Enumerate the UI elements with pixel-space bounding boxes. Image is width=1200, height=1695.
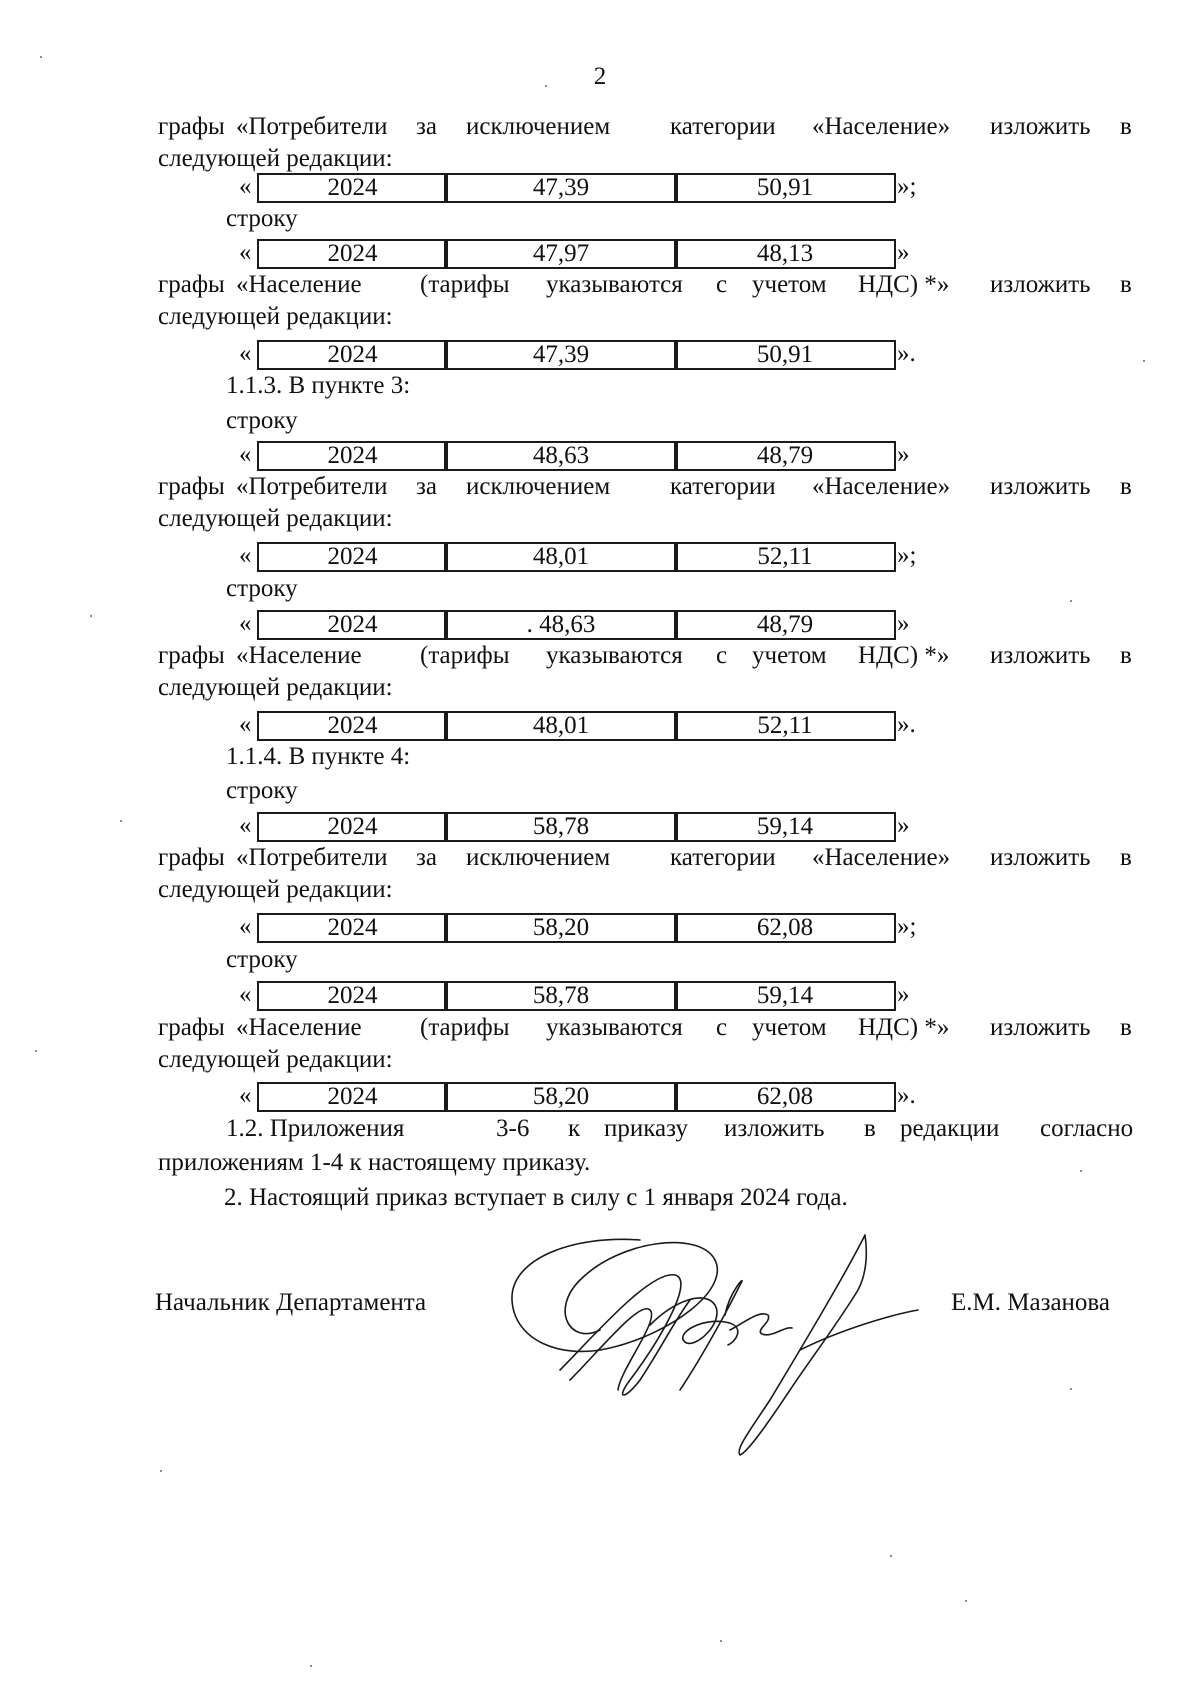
year-cell: 2024 — [257, 812, 448, 842]
value-cell: 48,63 — [444, 441, 678, 471]
year-cell: 2024 — [257, 1082, 448, 1112]
signatory-position: Начальник Департамента — [155, 1289, 427, 1316]
value-cell: 58,20 — [444, 913, 678, 943]
text-line: графы «Потребители за исключением категории «Население» изложить в — [158, 844, 1132, 871]
scan-dot — [1143, 360, 1145, 362]
year-cell: 2024 — [257, 239, 448, 269]
value-cell: 48,13 — [674, 239, 896, 269]
value-cell: 48,01 — [444, 542, 678, 572]
scan-dot — [1080, 1170, 1082, 1172]
value-cell: 50,91 — [674, 173, 896, 203]
year-cell: 2024 — [257, 441, 448, 471]
text-line: графы «Потребители за исключением категории «Население» изложить в — [158, 113, 1132, 140]
value-cell: 62,08 — [674, 913, 896, 943]
value-cell: 58,78 — [444, 981, 678, 1011]
text-line: строку — [226, 777, 298, 804]
scan-dot — [1070, 600, 1072, 602]
handwritten-signature — [500, 1230, 920, 1460]
text-line: строку — [226, 407, 298, 434]
value-cell: 47,97 — [444, 239, 678, 269]
value-cell: 52,11 — [674, 711, 896, 741]
year-cell: 2024 — [257, 913, 448, 943]
year-cell: 2024 — [257, 340, 448, 370]
scan-dot — [40, 56, 42, 58]
text-line: следующей редакции: — [158, 876, 393, 903]
text-line: графы «Население (тарифы указываются с учетом НДС) *» изложить в — [158, 271, 1132, 298]
text-line: следующей редакции: — [158, 1046, 393, 1073]
value-cell: 48,79 — [674, 610, 896, 640]
text-line: строку — [226, 575, 298, 602]
value-cell: 47,39 — [444, 173, 678, 203]
value-cell: 48,79 — [674, 441, 896, 471]
value-cell: 50,91 — [674, 340, 896, 370]
paragraph-1-2-line2: приложениям 1-4 к настоящему приказу. — [158, 1149, 591, 1176]
scan-dot — [545, 85, 547, 87]
value-cell: . 48,63 — [444, 610, 678, 640]
scan-dot — [160, 1470, 162, 1472]
paragraph-1-2-line1: 1.2. Приложения 3-6 к приказу изложить в редакции согласно — [226, 1115, 1134, 1142]
signatory-name: Е.М. Мазанова — [951, 1289, 1110, 1316]
scan-dot — [720, 1640, 722, 1642]
text-line: графы «Потребители за исключением категории «Население» изложить в — [158, 473, 1132, 500]
paragraph-2: 2. Настоящий приказ вступает в силу с 1 января 2024 года. — [224, 1184, 848, 1211]
year-cell: 2024 — [257, 173, 448, 203]
value-cell: 58,20 — [444, 1082, 678, 1112]
page-number: 2 — [593, 63, 607, 90]
section-heading: 1.1.3. В пункте 3: — [226, 372, 411, 399]
scan-dot — [1070, 1388, 1072, 1390]
scan-dot — [120, 820, 122, 822]
text-line: строку — [226, 205, 298, 232]
text-line: следующей редакции: — [158, 674, 393, 701]
section-heading: 1.1.4. В пункте 4: — [226, 743, 411, 770]
scan-dot — [890, 1555, 892, 1557]
value-cell: 58,78 — [444, 812, 678, 842]
value-cell: 52,11 — [674, 542, 896, 572]
year-cell: 2024 — [257, 542, 448, 572]
value-cell: 47,39 — [444, 340, 678, 370]
text-line: следующей редакции: — [158, 145, 393, 172]
scan-dot — [90, 615, 92, 617]
value-cell: 48,01 — [444, 711, 678, 741]
year-cell: 2024 — [257, 981, 448, 1011]
text-line: следующей редакции: — [158, 303, 393, 330]
text-line: графы «Население (тарифы указываются с учетом НДС) *» изложить в — [158, 1014, 1132, 1041]
text-line: строку — [226, 946, 298, 973]
year-cell: 2024 — [257, 711, 448, 741]
year-cell: 2024 — [257, 610, 448, 640]
value-cell: 62,08 — [674, 1082, 896, 1112]
scan-dot — [310, 1665, 312, 1667]
scan-dot — [35, 1050, 37, 1052]
text-line: графы «Население (тарифы указываются с учетом НДС) *» изложить в — [158, 642, 1132, 669]
text-line: следующей редакции: — [158, 505, 393, 532]
scan-dot — [965, 1600, 967, 1602]
value-cell: 59,14 — [674, 812, 896, 842]
value-cell: 59,14 — [674, 981, 896, 1011]
